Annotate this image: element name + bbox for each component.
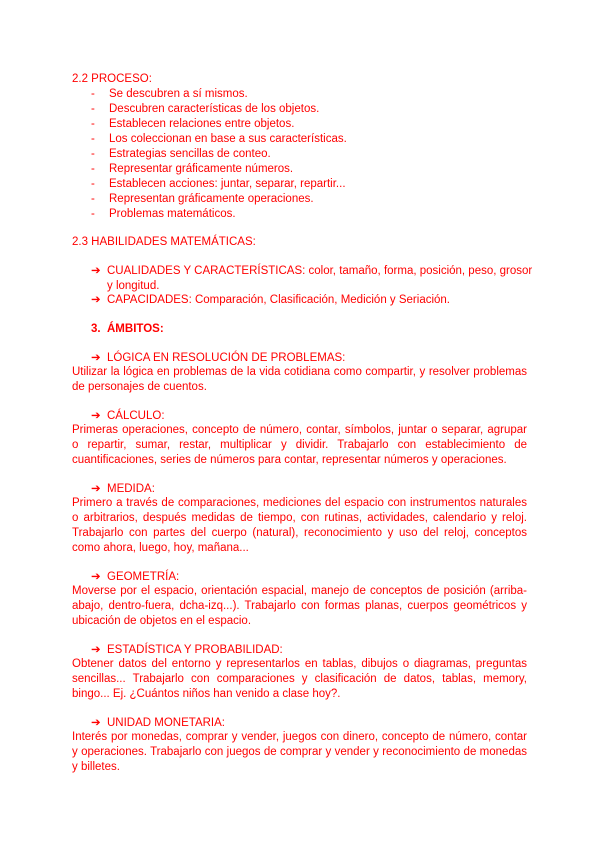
arrow-icon: ➔ (91, 571, 101, 583)
arrow-icon: ➔ (91, 717, 101, 729)
habilidad-item-capacidades: ➔ CAPACIDADES: Comparación, Clasificación, Medición y Seriación. (91, 294, 451, 306)
list-item: - Estrategias sencillas de conteo. (91, 148, 271, 160)
section-2-2-title: 2.2 PROCESO: (72, 73, 152, 85)
ambito-text-medida: Primero a través de comparaciones, mediciones del espacio con instrumentos naturales o arbitrarios, después medidas de tiempo, con rutinas, actividades, calendario y reloj. Trabajarlo con partes del cuerpo (natural), reconocimiento y uso del reloj, conceptos como ahora, luego, hoy, mañana... (72, 497, 527, 554)
arrow-icon: ➔ (91, 483, 101, 495)
ambito-heading-calculo: ➔ CÁLCULO: (91, 410, 165, 422)
list-item: - Descubren características de los objetos. (91, 103, 320, 115)
ambito-heading-logica: ➔ LÓGICA EN RESOLUCIÓN DE PROBLEMAS: (91, 352, 346, 364)
arrow-icon: ➔ (91, 352, 101, 364)
list-item: - Representar gráficamente números. (91, 163, 294, 175)
arrow-icon: ➔ (91, 265, 101, 277)
ambito-heading-estadistica: ➔ ESTADÍSTICA Y PROBABILIDAD: (91, 644, 283, 656)
ambito-text-unidad-monetaria: Interés por monedas, comprar y vender, juegos con dinero, concepto de número, contar y operaciones. Trabajarlo con juegos de comprar y vender y reconocimiento de monedas y billetes. (72, 731, 527, 773)
ambito-text-calculo: Primeras operaciones, concepto de número, contar, símbolos, juntar o separar, agrupar o repartir, sumar, restar, multiplicar y dividir. Trabajarlo con establecimiento de cuantificaciones, series de números para contar, representar números y operaciones. (72, 424, 527, 466)
ambito-text-logica: Utilizar la lógica en problemas de la vida cotidiana como compartir, y resolver problemas de personajes de cuentos. (72, 366, 527, 393)
arrow-icon: ➔ (91, 294, 101, 306)
ambito-text-estadistica: Obtener datos del entorno y representarlos en tablas, dibujos o diagramas, preguntas sencillas... Trabajarlo con comparaciones y clasificación de datos, tablas, memory, bingo... Ej. ¿Cuántos niños han venido a clase hoy?. (72, 658, 527, 700)
list-item: - Se descubren a sí mismos. (91, 88, 248, 100)
ambito-heading-unidad-monetaria: ➔ UNIDAD MONETARIA: (91, 717, 225, 729)
list-item: - Los coleccionan en base a sus características. (91, 133, 347, 145)
ambito-text-geometria: Moverse por el espacio, orientación espacial, manejo de conceptos de posición (arriba-abajo, dentro-fuera, dcha-izq...). Trabajarlo con formas planas, cuerpos geométricos y ubicación de objetos en el espacio. (72, 585, 527, 627)
section-2-3-title: 2.3 HABILIDADES MATEMÁTICAS: (72, 236, 256, 248)
ambito-heading-geometria: ➔ GEOMETRÍA: (91, 571, 180, 583)
ambito-heading-medida: ➔ MEDIDA: (91, 483, 155, 495)
list-item: - Establecen relaciones entre objetos. (91, 118, 295, 130)
arrow-icon: ➔ (91, 410, 101, 422)
arrow-icon: ➔ (91, 644, 101, 656)
list-item: - Establecen acciones: juntar, separar, repartir... (91, 178, 346, 190)
habilidad-item-cualidades-cont: y longitud. (107, 280, 160, 292)
list-item: - Problemas matemáticos. (91, 208, 236, 220)
habilidad-item-cualidades: ➔ CUALIDADES Y CARACTERÍSTICAS: color, tamaño, forma, posición, peso, grosor (91, 265, 533, 277)
proceso-list (91, 87, 347, 222)
section-3-heading: 3. ÁMBITOS: (91, 323, 164, 335)
list-item: - Representan gráficamente operaciones. (91, 193, 314, 205)
